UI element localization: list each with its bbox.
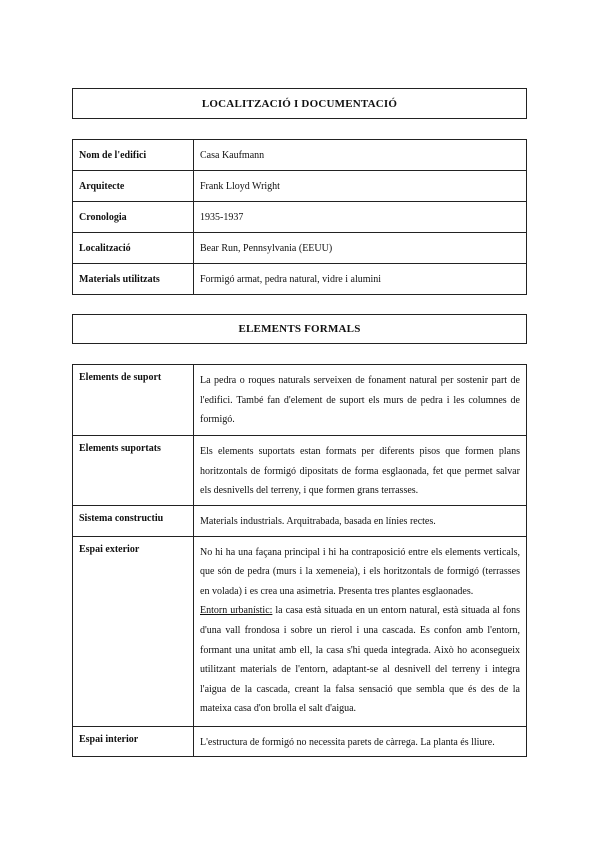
exterior-cell — [194, 536, 527, 726]
materials-label: Materials utilitzats — [73, 264, 194, 295]
building-name-label: Nom de l'edifici — [73, 140, 194, 171]
table-row — [73, 264, 527, 295]
table-row — [73, 202, 527, 233]
exterior-label: Espai exterior — [73, 536, 194, 726]
materials-value: Formigó armat, pedra natural, vidre i alumini — [194, 264, 527, 295]
table-row — [73, 436, 527, 506]
location-value: Bear Run, Pennsylvania (EEUU) — [194, 233, 527, 264]
table-row — [73, 726, 527, 757]
chronology-label: Cronologia — [73, 202, 194, 233]
architect-value: Frank Lloyd Wright — [194, 171, 527, 202]
table-row — [73, 365, 527, 436]
location-label: Localització — [73, 233, 194, 264]
location-heading: LOCALITZACIÓ I DOCUMENTACIÓ — [201, 97, 398, 110]
location-heading-box — [72, 88, 527, 119]
table-row — [73, 171, 527, 202]
table-row — [73, 506, 527, 537]
system-label: Sistema constructiu — [73, 506, 194, 537]
architect-label: Arquitecte — [73, 171, 194, 202]
system-text: Materials industrials. Arquitrabada, basada en línies rectes. — [194, 506, 527, 537]
urban-environment-label: Entorn urbanístic: — [200, 605, 273, 617]
formal-elements-table — [72, 364, 527, 757]
exterior-text: No hi ha una façana principal i hi ha contraposició entre els elements verticals, que són de pedra (murs i la xemeneia), i els horitzontals de formigó (terrasses en volada) i es crea una asimetria. Presenta tres plantes esglaonades. — [200, 546, 520, 597]
table-row — [73, 140, 527, 171]
support-label: Elements de suport — [73, 365, 194, 436]
urban-environment-text: la casa està situada en un entorn natural, està situada al fons d'una vall frondosa i sobre un rierol i una cascada. Es confon amb l'entorn, formant una unitat amb ell, la casa s'hi queda integrada. Això ho aconsegueix utilitzant materials de l'entorn, adaptant-se al desnivell del terreny i integra l'aigua de la cascada, creant la falsa sensació que sembla que és des de la mateixa casa d'on brolla el salt d'aigua. — [200, 605, 520, 715]
building-info-table — [72, 139, 527, 295]
interior-label: Espai interior — [73, 726, 194, 757]
chronology-value: 1935-1937 — [194, 202, 527, 233]
supported-label: Elements suportats — [73, 436, 194, 506]
building-name-value: Casa Kaufmann — [194, 140, 527, 171]
table-row — [73, 233, 527, 264]
table-row — [73, 536, 527, 726]
formal-heading-box — [72, 314, 527, 344]
formal-heading: ELEMENTS FORMALS — [238, 323, 361, 335]
support-text: La pedra o roques naturals serveixen de fonament natural per sostenir part de l'edifici. També fan d'element de suport els murs de pedra i les columnes de formigó. — [194, 365, 527, 436]
supported-text: Els elements suportats estan formats per diferents pisos que formen plans horitzontals de formigó dipositats de forma esglaonada, fet que permet salvar els desnivells del terreny, i que formen grans terrasses. — [194, 436, 527, 506]
interior-text: L'estructura de formigó no necessita parets de càrrega. La planta és lliure. — [194, 726, 527, 757]
